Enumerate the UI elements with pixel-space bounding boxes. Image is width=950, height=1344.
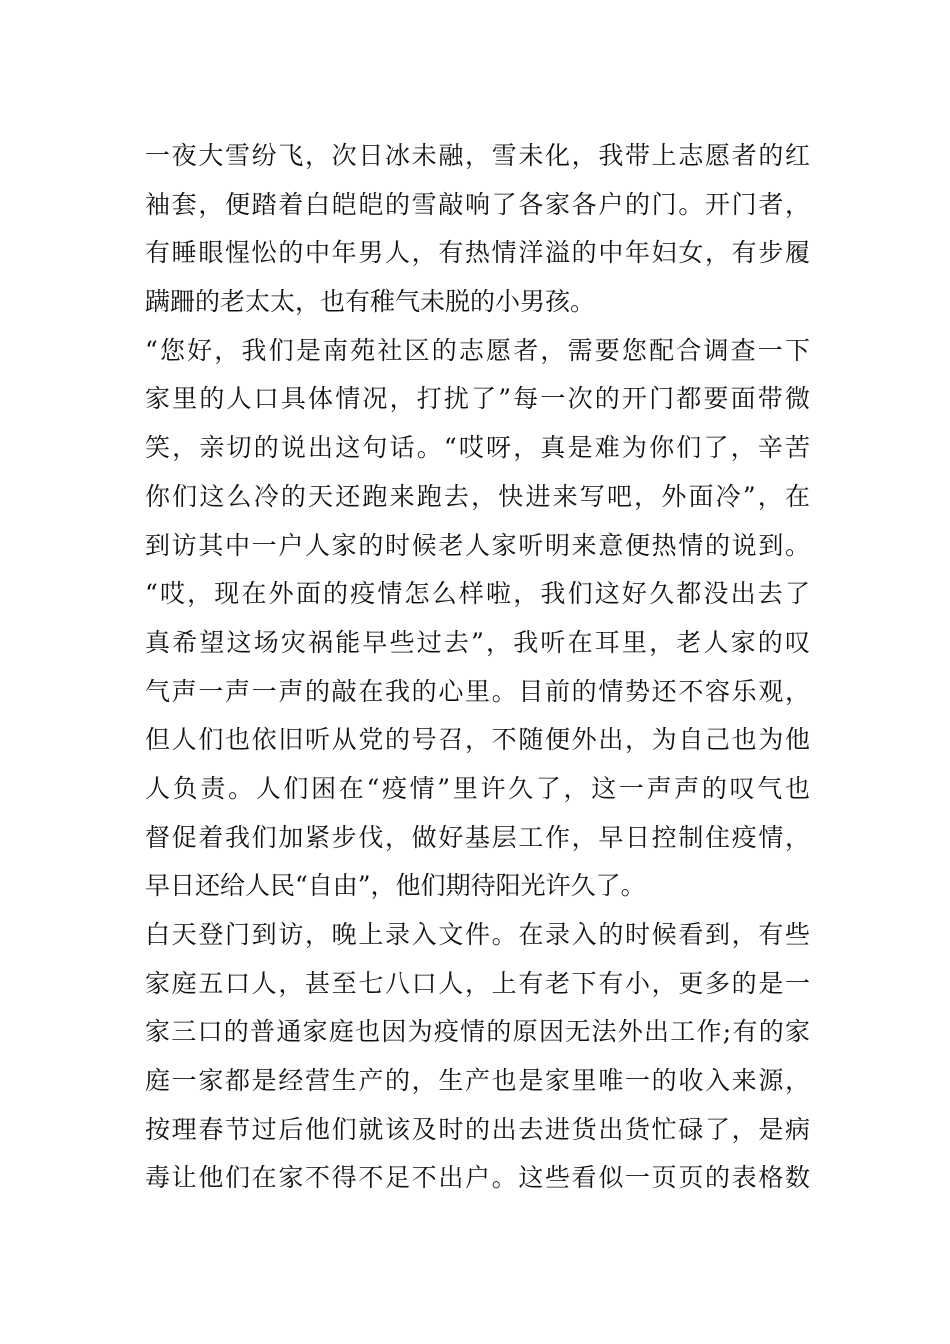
text-line: “您好，我们是南苑社区的志愿者，需要您配合调查一下 <box>145 335 810 365</box>
text-line: 你们这么冷的天还跑来跑去，快进来写吧，外面冷”，在 <box>145 481 810 511</box>
text-line: 家庭五口人，甚至七八口人，上有老下有小，更多的是一 <box>145 968 810 998</box>
body-text <box>145 132 810 1203</box>
text-line: 笑，亲切的说出这句话。“哎呀，真是难为你们了，辛苦 <box>145 433 810 463</box>
text-line: 督促着我们加紧步伐，做好基层工作，早日控制住疫情， <box>145 822 810 852</box>
text-line: 毒让他们在家不得不足不出户。这些看似一页页的表格数 <box>145 1163 810 1193</box>
text-line: 一夜大雪纷飞，次日冰未融，雪未化，我带上志愿者的红 <box>145 141 810 170</box>
text-line: 但人们也依旧听从党的号召，不随便外出，为自己也为他 <box>145 725 810 755</box>
text-line: 袖套，便踏着白皑皑的雪敲响了各家各户的门。开门者， <box>145 189 810 219</box>
text-line: 到访其中一户人家的时候老人家听明来意便热情的说到。 <box>145 530 810 560</box>
text-line: 有睡眼惺忪的中年男人，有热情洋溢的中年妇女，有步履 <box>145 238 810 268</box>
text-line: 按理春节过后他们就该及时的出去进货出货忙碌了，是病 <box>145 1114 810 1144</box>
text-line: 家里的人口具体情况，打扰了”每一次的开门都要面带微 <box>145 384 810 414</box>
text-line: “哎，现在外面的疫情怎么样啦，我们这好久都没出去了 <box>145 579 810 609</box>
text-line: 气声一声一声的敲在我的心里。目前的情势还不容乐观， <box>145 676 810 706</box>
text-line: 庭一家都是经营生产的，生产也是家里唯一的收入来源， <box>145 1066 810 1096</box>
text-line: 早日还给人民“自由”，他们期待阳光许久了。 <box>145 871 646 901</box>
text-line: 真希望这场灾祸能早些过去”，我听在耳里，老人家的叹 <box>145 627 810 657</box>
text-line: 蹒跚的老太太，也有稚气未脱的小男孩。 <box>145 287 596 317</box>
text-line: 人负责。人们困在“疫情”里许久了，这一声声的叹气也 <box>145 773 810 803</box>
text-line: 白天登门到访，晚上录入文件。在录入的时候看到，有些 <box>145 920 810 949</box>
text-line: 家三口的普通家庭也因为疫情的原因无法外出工作;有的家 <box>145 1017 810 1047</box>
